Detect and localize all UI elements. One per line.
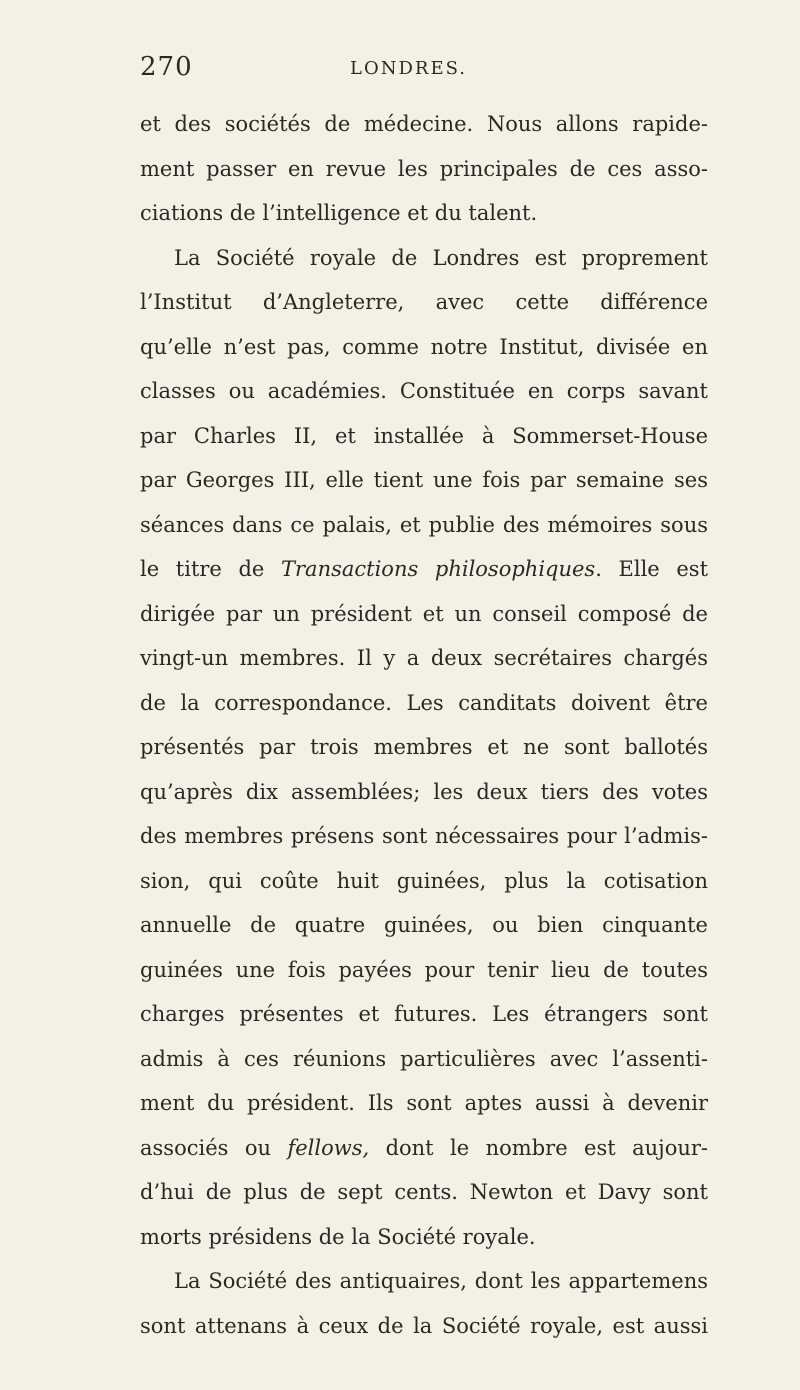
text-segment: présentés par trois membres et ne sont ballotés — [140, 735, 708, 759]
text-segment: ment passer en revue les principales de ces asso- — [140, 156, 708, 181]
text-segment: qu’elle n’est pas, comme notre Institut, divisée en — [140, 334, 708, 359]
text-line — [140, 1215, 708, 1260]
text-segment: morts présidens de la Société royale. — [140, 1224, 536, 1249]
text-line — [140, 547, 708, 592]
text-segment: sion, qui coûte huit guinées, plus la cotisation — [140, 868, 708, 893]
text-line — [140, 414, 708, 459]
text-segment: par Georges III, elle tient une fois par semaine ses — [140, 468, 708, 492]
text-segment: sont attenans à ceux de la Société royale, est aussi — [140, 1313, 708, 1338]
running-head: LONDRES. — [350, 58, 467, 79]
text-segment: par Charles II, et installée à Sommerset-House — [140, 423, 708, 448]
text-segment: ment du président. Ils sont aptes aussi à devenir — [140, 1091, 708, 1115]
text-line — [140, 592, 708, 637]
text-line — [140, 102, 708, 147]
text-segment: séances dans ce palais, et publie des mémoires sous — [140, 512, 708, 537]
text-segment: dirigée par un président et un conseil composé de — [140, 601, 708, 626]
text-segment: d’hui de plus de sept cents. Newton et Davy sont — [140, 1180, 708, 1204]
text-segment: classes ou académies. Constituée en corps savant — [140, 379, 708, 403]
text-line — [140, 147, 708, 192]
text-segment: et des sociétés de médecine. Nous allons rapide- — [140, 112, 708, 136]
text-segment: annuelle de quatre guinées, ou bien cinquante — [140, 913, 708, 937]
text-line — [140, 1081, 708, 1126]
text-line — [140, 191, 708, 236]
text-line — [140, 814, 708, 859]
page-header — [140, 52, 700, 92]
text-segment: admis à ces réunions particulières avec l’assenti- — [140, 1046, 708, 1071]
text-line — [140, 681, 708, 726]
text-line — [140, 1170, 708, 1215]
text-line — [140, 458, 708, 503]
text-line — [140, 280, 708, 325]
text-segment: dont le nombre est aujour- — [369, 1135, 708, 1160]
text-line — [140, 859, 708, 904]
text-line — [140, 1259, 708, 1304]
text-segment: vingt-un membres. Il y a deux secrétaires chargés — [140, 646, 708, 670]
text-segment: guinées une fois payées pour tenir lieu de toutes — [140, 957, 708, 982]
text-segment: des membres présens sont nécessaires pour l’admis- — [140, 824, 708, 848]
text-line — [140, 236, 708, 281]
text-line — [140, 770, 708, 815]
text-segment: charges présentes et futures. Les étrangers sont — [140, 1002, 708, 1026]
text-line — [140, 992, 708, 1037]
text-segment: l’Institut d’Angleterre, avec cette différence — [140, 290, 708, 314]
text-line — [140, 948, 708, 993]
text-line — [140, 325, 708, 370]
text-segment: qu’après dix assemblées; les deux tiers des votes — [140, 779, 708, 804]
text-segment: de la correspondance. Les canditats doivent être — [140, 690, 708, 715]
text-line — [140, 1126, 708, 1171]
text-line — [140, 725, 708, 770]
text-segment: La Société royale de Londres est proprement — [174, 245, 708, 270]
text-line — [140, 1037, 708, 1082]
text-segment: ciations de l’intelligence et du talent. — [140, 201, 538, 225]
text-segment: La Société des antiquaires, dont les appartemens — [174, 1269, 708, 1293]
text-line — [140, 903, 708, 948]
italic-text: fellows, — [287, 1135, 370, 1160]
text-line — [140, 503, 708, 548]
text-line — [140, 636, 708, 681]
text-segment: . Elle est — [595, 557, 709, 581]
text-line — [140, 1304, 708, 1349]
text-segment: associés ou — [140, 1135, 288, 1160]
text-line — [140, 369, 708, 414]
page-number: 270 — [140, 52, 193, 82]
text-segment: le titre de — [140, 557, 281, 581]
italic-text: Transactions philosophiques — [281, 557, 596, 581]
body-text — [140, 102, 708, 1348]
